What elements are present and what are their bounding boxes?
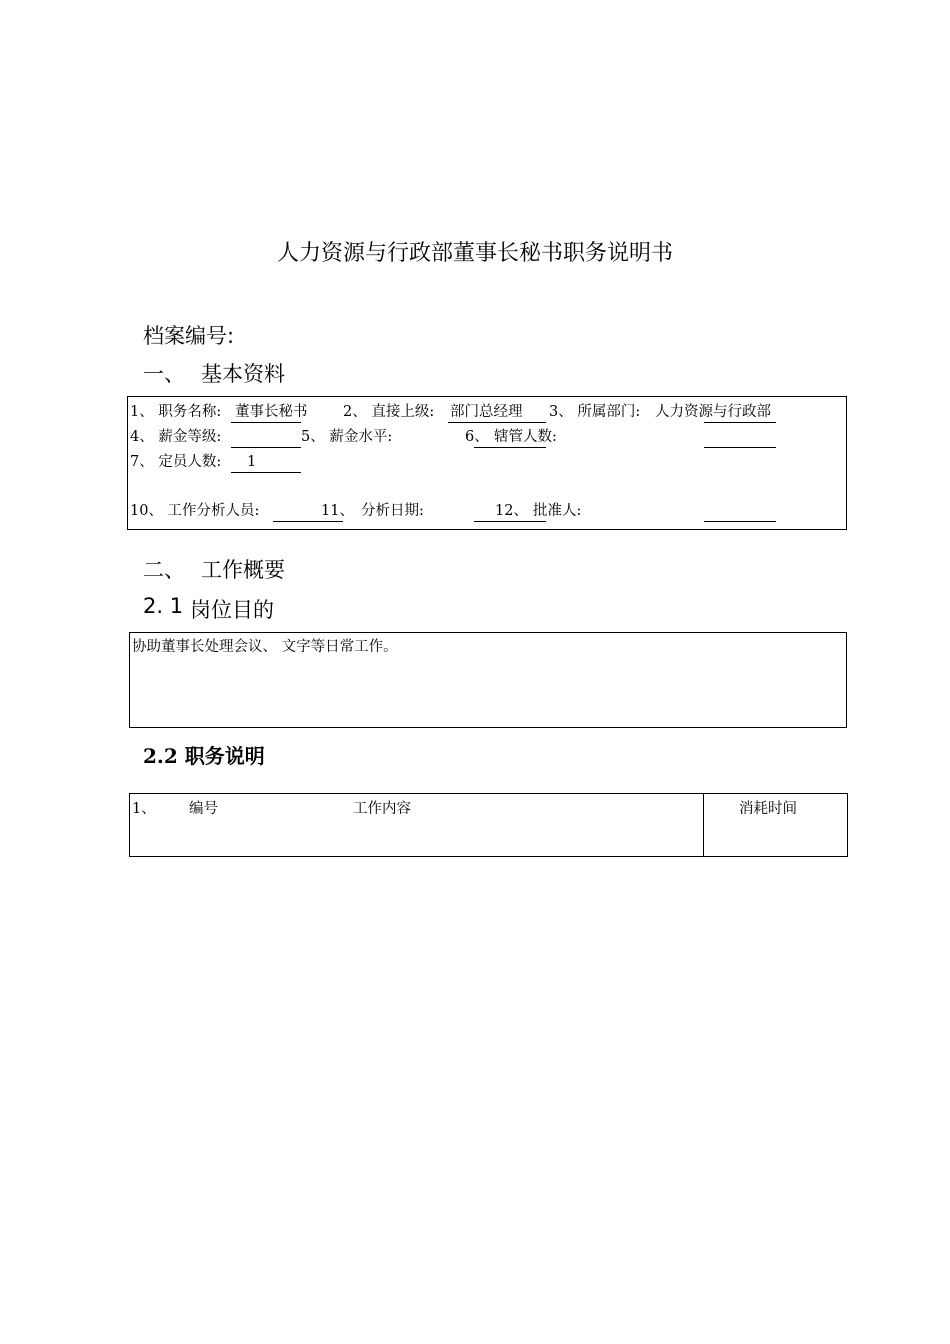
analyst-underline: [273, 521, 343, 522]
field-department-label: 3、 所属部门:: [549, 404, 641, 420]
duty-table-column-divider: [703, 794, 704, 856]
field-supervisor-label: 2、 直接上级:: [343, 404, 435, 420]
job-title-underline: [231, 422, 301, 423]
section-2-number: 二、: [143, 558, 185, 582]
section-2-heading: 工作概要: [201, 558, 285, 582]
staffing-underline: [231, 472, 301, 473]
row2-right-underline: [704, 447, 776, 448]
field-job-title-value: 董事长秘书: [235, 404, 308, 420]
approver-underline: [704, 521, 776, 522]
subsection-2-2-heading: 2.2 职务说明: [143, 744, 265, 768]
job-purpose-text: 协助董事长处理会议、 文字等日常工作。: [132, 639, 398, 655]
section-1-heading: 基本资料: [201, 362, 285, 386]
field-analyst-label: 10、 工作分析人员:: [130, 503, 260, 519]
department-underline: [704, 422, 776, 423]
field-salary-grade-label: 4、 薪金等级:: [130, 429, 222, 445]
field-salary-level-label: 5、 薪金水平:: [301, 429, 393, 445]
duty-table-header-id: 编号: [189, 801, 218, 817]
duty-table-item-number: 1、: [132, 801, 156, 817]
salary-grade-underline: [231, 447, 301, 448]
field-approver-label: 批准人:: [533, 503, 582, 519]
headcount-managed-underline: [474, 447, 546, 448]
field-job-title-label: 1、 职务名称:: [130, 404, 222, 420]
analysis-date-underline: [474, 521, 546, 522]
document-title: 人力资源与行政部董事长秘书职务说明书: [276, 241, 673, 266]
duty-table-header-time: 消耗时间: [739, 801, 797, 817]
field-headcount-managed-number: 6、: [465, 429, 489, 445]
basic-info-box: [127, 396, 847, 530]
archive-number-label: 档案编号:: [143, 324, 235, 348]
field-staffing-label: 7、 定员人数:: [130, 454, 222, 470]
field-analysis-date-number: 11、: [321, 503, 354, 519]
field-headcount-managed-label: 辖管人数:: [494, 429, 557, 445]
field-staffing-value: 1: [247, 454, 257, 470]
section-1-number: 一、: [143, 362, 185, 386]
field-department-value: 人力资源与行政部: [655, 404, 771, 420]
field-supervisor-value: 部门总经理: [450, 404, 523, 420]
field-approver-number: 12、: [495, 503, 528, 519]
subsection-2-1-number: 2. 1: [143, 594, 184, 618]
duty-table: [129, 793, 848, 857]
subsection-2-1-heading: 岗位目的: [190, 598, 274, 622]
duty-table-header-content: 工作内容: [353, 801, 411, 817]
job-purpose-box: [129, 632, 847, 728]
supervisor-underline: [448, 422, 546, 423]
field-analysis-date-label: 分析日期:: [361, 503, 424, 519]
